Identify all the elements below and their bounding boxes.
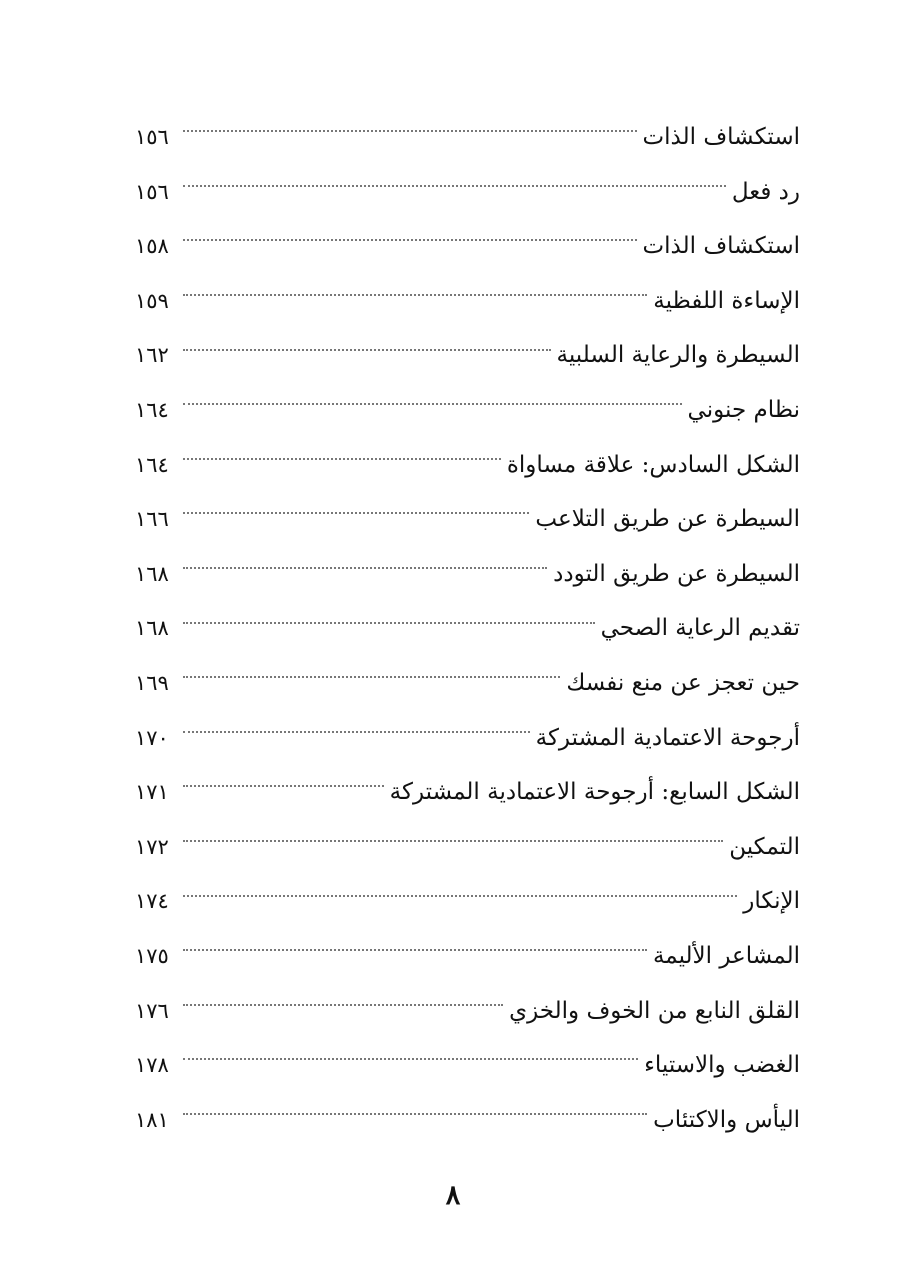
toc-entry-page: ١٧٦ xyxy=(135,998,169,1023)
toc-entry xyxy=(135,1038,800,1093)
dot-leader xyxy=(183,949,647,951)
toc-entry xyxy=(135,711,800,766)
dot-leader xyxy=(183,130,637,132)
toc-entry-title: تقديم الرعاية الصحي xyxy=(600,615,800,642)
dot-leader xyxy=(183,622,595,624)
toc-entry-title: الغضب والاستياء xyxy=(644,1052,800,1079)
dot-leader xyxy=(183,403,682,405)
toc-entry xyxy=(135,110,800,165)
toc-entry-page: ١٧٤ xyxy=(135,889,169,914)
toc-entry-page: ١٥٩ xyxy=(135,288,169,313)
dot-leader xyxy=(183,1004,503,1006)
toc-entry-page: ١٧٠ xyxy=(135,725,169,750)
toc-entry xyxy=(135,984,800,1039)
dot-leader xyxy=(183,676,560,678)
dot-leader xyxy=(183,1058,638,1060)
toc-entry xyxy=(135,765,800,820)
toc-entry-title: السيطرة والرعاية السلبية xyxy=(556,342,800,369)
toc-entry xyxy=(135,656,800,711)
toc-entry-title: المشاعر الأليمة xyxy=(652,942,800,969)
toc-entry-page: ١٧١ xyxy=(135,780,169,805)
toc-entry xyxy=(135,438,800,493)
table-of-contents xyxy=(135,110,800,1147)
toc-entry-title: الشكل السادس: علاقة مساواة xyxy=(506,451,800,478)
toc-entry-page: ١٦٩ xyxy=(135,670,169,695)
dot-leader xyxy=(183,512,529,514)
toc-entry xyxy=(135,1093,800,1148)
toc-entry-page: ١٧٢ xyxy=(135,834,169,859)
toc-entry-page: ١٥٦ xyxy=(135,179,169,204)
toc-entry xyxy=(135,820,800,875)
toc-entry-title: استكشاف الذات xyxy=(642,233,800,260)
toc-entry-title: التمكين xyxy=(729,833,800,860)
toc-entry-page: ١٧٥ xyxy=(135,943,169,968)
dot-leader xyxy=(183,840,723,842)
dot-leader xyxy=(183,239,637,241)
toc-entry xyxy=(135,929,800,984)
toc-entry xyxy=(135,601,800,656)
toc-entry-page: ١٦٨ xyxy=(135,561,169,586)
dot-leader xyxy=(183,458,501,460)
toc-entry-title: الإساءة اللفظية xyxy=(653,287,800,314)
toc-entry-page: ١٦٨ xyxy=(135,616,169,641)
toc-entry-title: استكشاف الذات xyxy=(642,124,800,150)
dot-leader xyxy=(183,895,737,897)
toc-entry-title: السيطرة عن طريق التلاعب xyxy=(535,506,800,533)
toc-entry xyxy=(135,219,800,274)
toc-entry-page: ١٨١ xyxy=(135,1107,169,1132)
dot-leader xyxy=(183,294,647,296)
toc-entry-title: الشكل السابع: أرجوحة الاعتمادية المشتركة xyxy=(389,779,800,806)
dot-leader xyxy=(183,349,551,351)
page-number: ٨ xyxy=(445,1180,461,1211)
toc-entry xyxy=(135,274,800,329)
toc-entry-title: السيطرة عن طريق التودد xyxy=(553,560,800,587)
toc-entry-page: ١٧٨ xyxy=(135,1053,169,1078)
toc-entry xyxy=(135,547,800,602)
dot-leader xyxy=(183,1113,647,1115)
toc-entry-page: ١٦٤ xyxy=(135,452,169,477)
toc-entry xyxy=(135,165,800,220)
toc-entry-page: ١٥٨ xyxy=(135,234,169,259)
toc-entry-page: ١٦٢ xyxy=(135,343,169,368)
toc-entry-title: حين تعجز عن منع نفسك xyxy=(566,669,800,696)
toc-entry xyxy=(135,874,800,929)
toc-entry xyxy=(135,492,800,547)
toc-entry xyxy=(135,383,800,438)
dot-leader xyxy=(183,185,726,187)
toc-entry-page: ١٥٦ xyxy=(135,125,169,149)
toc-entry xyxy=(135,328,800,383)
dot-leader xyxy=(183,567,547,569)
dot-leader xyxy=(183,785,384,787)
toc-entry-title: القلق النابع من الخوف والخزي xyxy=(509,997,800,1024)
dot-leader xyxy=(183,731,530,733)
toc-entry-title: نظام جنوني xyxy=(687,396,800,423)
toc-entry-page: ١٦٤ xyxy=(135,397,169,422)
toc-entry-page: ١٦٦ xyxy=(135,507,169,532)
toc-entry-title: أرجوحة الاعتمادية المشتركة xyxy=(535,724,800,751)
toc-entry-title: الإنكار xyxy=(743,888,800,915)
toc-entry-title: اليأس والاكتئاب xyxy=(653,1106,800,1133)
toc-entry-title: رد فعل xyxy=(731,178,800,205)
